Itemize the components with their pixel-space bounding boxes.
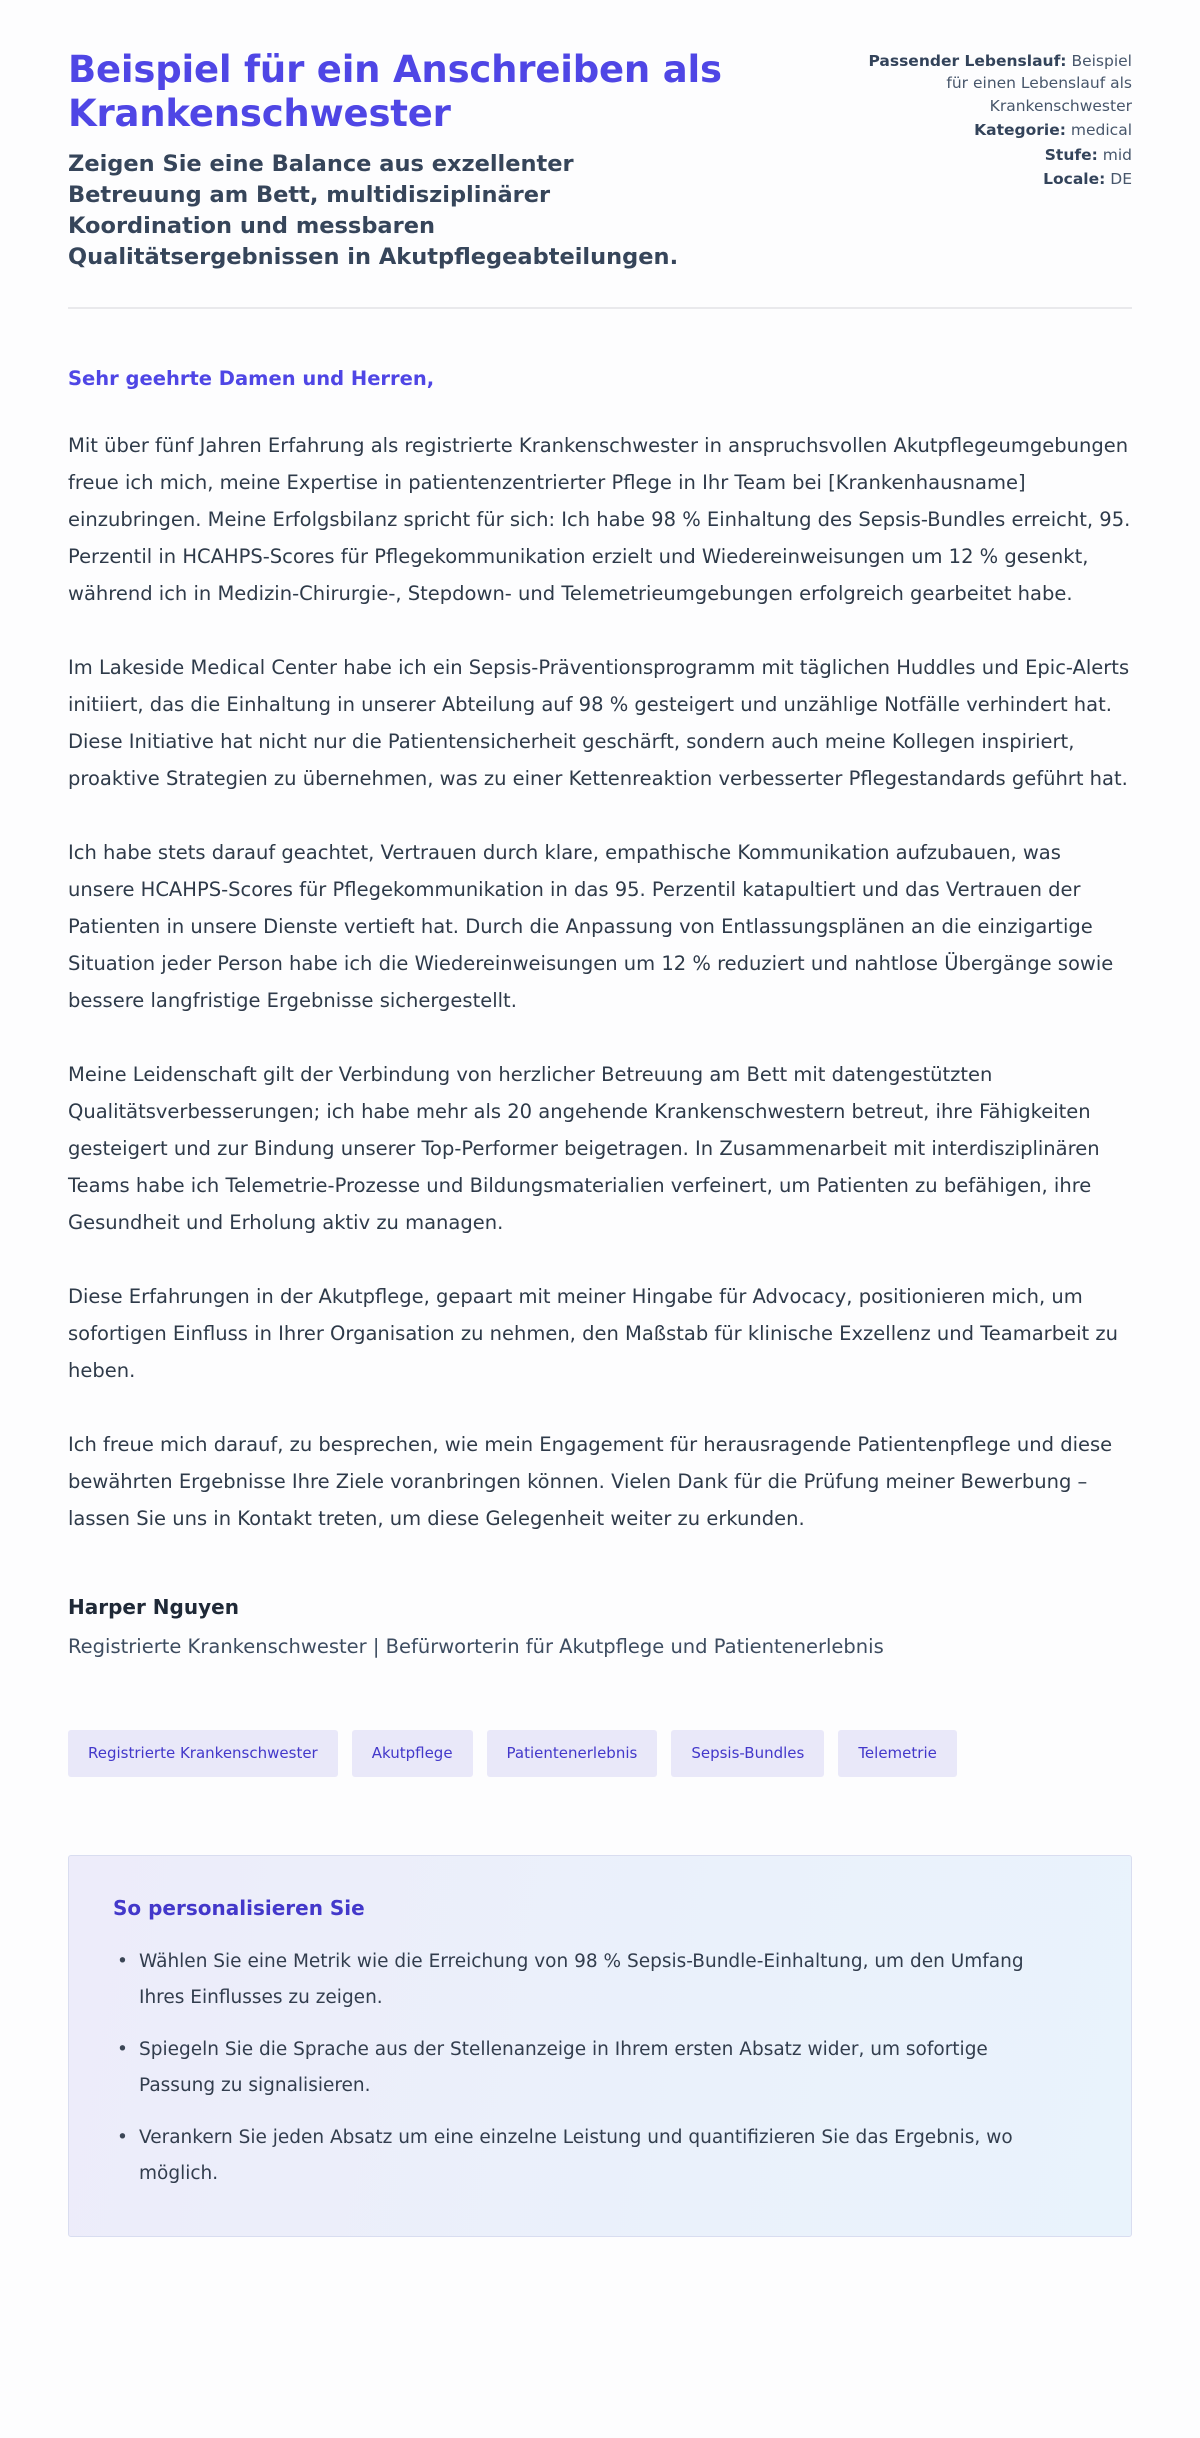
meta-level: [864, 144, 1132, 166]
meta-level-value: mid: [1102, 145, 1132, 164]
signature-block: [68, 1595, 1132, 1658]
letter-paragraph-4: Meine Leidenschaft gilt der Verbindung von herzlicher Betreuung am Bett mit datengestützten Qualitätsverbesserungen; ich habe mehr als 20 angehende Krankenschwestern betreut, ihre Fähigkeiten gesteigert und zur Bindung unserer Top-Performer beigetragen. In Zusammenarbeit mit interdisziplinären Teams habe ich Telemetrie-Prozesse und Bildungsmaterialien verfeinert, um Patienten zu befähigen, ihre Gesundheit und Erholung aktiv zu managen.: [68, 1062, 1100, 1234]
meta-locale-label: Locale:: [1043, 170, 1106, 189]
header-divider: [68, 307, 1132, 309]
personalize-callout: [68, 1855, 1132, 2237]
letter-paragraph-5: Diese Erfahrungen in der Akutpflege, gepaart mit meiner Hingabe für Advocacy, positionieren mich, um sofortigen Einfluss in Ihrer Organisation zu nehmen, den Maßstab für klinische Exzellenz und Teamarbeit zu heben.: [68, 1284, 1118, 1382]
meta-panel: [864, 48, 1132, 193]
tag-chip-patientenerlebnis[interactable]: Patientenerlebnis: [487, 1730, 658, 1777]
personalize-tip-1: • Wählen Sie eine Metrik wie die Erreichung von 98 % Sepsis-Bundle-Einhaltung, um den Umfang Ihres Einflusses zu zeigen.: [113, 1944, 1063, 2016]
header-title-block: [68, 48, 824, 273]
personalize-tip-3: • Verankern Sie jeden Absatz um eine einzelne Leistung und quantifizieren Sie das Ergebnis, wo möglich.: [113, 2120, 1063, 2192]
letter-paragraph-2: Im Lakeside Medical Center habe ich ein Sepsis-Präventionsprogramm mit täglichen Huddles und Epic-Alerts initiiert, das die Einhaltung in unserer Abteilung auf 98 % gesteigert und unzählige Notfälle verhindert hat. Diese Initiative hat nicht nur die Patientensicherheit geschärft, sondern auch meine Kollegen inspiriert, proaktive Strategien zu übernehmen, was zu einer Kettenreaktion verbesserter Pflegestandards geführt hat.: [68, 655, 1130, 790]
meta-category-label: Kategorie:: [974, 121, 1066, 140]
meta-resume-value: Beispiel für einen Lebenslauf als Krankenschwester: [946, 52, 1132, 115]
letter-greeting: Sehr geehrte Damen und Herren,: [68, 366, 435, 390]
meta-category: [864, 119, 1132, 141]
page-title: Beispiel für ein Anschreiben als Krankenschwester: [68, 48, 722, 136]
personalize-tip-list: [113, 1944, 1087, 2192]
meta-resume-label: Passender Lebenslauf:: [868, 52, 1067, 70]
tag-chip-telemetrie[interactable]: Telemetrie: [838, 1730, 957, 1777]
meta-category-value: medical: [1070, 121, 1132, 140]
letter-paragraph-1: Mit über fünf Jahren Erfahrung als registrierte Krankenschwester in anspruchsvollen Akutpflegeumgebungen freue ich mich, meine Expertise in patientenzentrierter Pflege in Ihr Team bei [Krankenhausname] einzubringen. Meine Erfolgsbilanz spricht für sich: Ich habe 98 % Einhaltung des Sepsis-Bundles erreicht, 95. Perzentil in HCAHPS-Scores für Pflegekommunikation erzielt und Wiedereinweisungen um 12 % gesenkt, während ich in Medizin-Chirurgie-, Stepdown- und Telemetrieumgebungen erfolgreich gearbeitet habe.: [68, 433, 1131, 605]
personalize-tip-2: • Spiegeln Sie die Sprache aus der Stellenanzeige in Ihrem ersten Absatz wider, um sofortige Passung zu signalisieren.: [113, 2032, 1063, 2104]
meta-locale: [864, 168, 1132, 190]
cover-letter: [68, 367, 1132, 1658]
meta-level-label: Stufe:: [1044, 145, 1098, 164]
tag-chip-registrierte-krankenschwester[interactable]: Registrierte Krankenschwester: [68, 1730, 338, 1777]
tag-chip-akutpflege[interactable]: Akutpflege: [352, 1730, 473, 1777]
signature-name: Harper Nguyen: [68, 1594, 239, 1619]
signature-role: Registrierte Krankenschwester | Befürworterin für Akutpflege und Patientenerlebnis: [68, 1634, 884, 1658]
meta-locale-value: DE: [1110, 170, 1132, 189]
personalize-heading: So personalisieren Sie: [113, 1895, 365, 1920]
article-header: [68, 48, 1132, 273]
tag-list: [68, 1730, 1132, 1777]
meta-matching-resume: [864, 50, 1132, 117]
tag-chip-sepsis-bundles[interactable]: Sepsis-Bundles: [671, 1730, 824, 1777]
letter-paragraph-3: Ich habe stets darauf geachtet, Vertrauen durch klare, empathische Kommunikation aufzubauen, was unsere HCAHPS-Scores für Pflegekommunikation in das 95. Perzentil katapultiert und das Vertrauen der Patienten in unsere Dienste vertieft hat. Durch die Anpassung von Entlassungsplänen an die einzigartige Situation jeder Person habe ich die Wiedereinweisungen um 12 % reduziert und nahtlose Übergänge sowie bessere langfristige Ergebnisse sichergestellt.: [68, 840, 1114, 1012]
letter-paragraph-6: Ich freue mich darauf, zu besprechen, wie mein Engagement für herausragende Patientenpflege und diese bewährten Ergebnisse Ihre Ziele voranbringen können. Vielen Dank für die Prüfung meiner Bewerbung – lassen Sie uns in Kontakt treten, um diese Gelegenheit weiter zu erkunden.: [68, 1432, 1113, 1530]
page-subtitle: Zeigen Sie eine Balance aus exzellenter Betreuung am Bett, multidisziplinärer Koordination und messbaren Qualitätsergebnissen in Akutpflegeabteilungen.: [68, 150, 679, 270]
